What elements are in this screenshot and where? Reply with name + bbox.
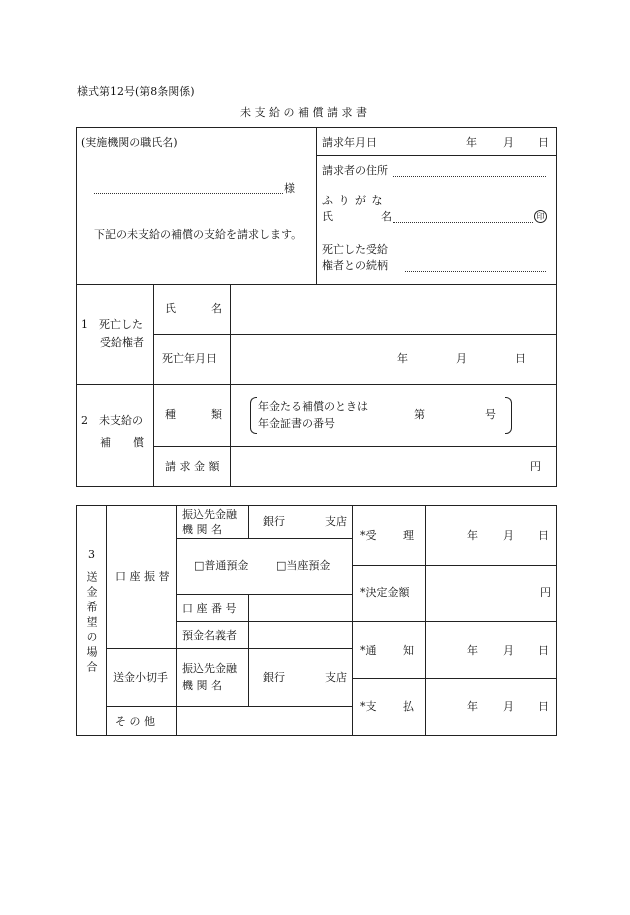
- account-holder-label: 預金名義者: [182, 629, 237, 642]
- account-number-label: 口 座 番 号: [182, 602, 237, 615]
- official-name-field[interactable]: [94, 193, 283, 194]
- bank-label-line1: 振込先金融: [182, 508, 237, 521]
- receipt-year: 年: [467, 529, 478, 542]
- account-transfer-label: 口 座 振 替: [115, 570, 170, 583]
- relation-label-line1: 死亡した受給: [322, 243, 388, 256]
- request-sentence: 下記の未支給の補償の支給を請求します。: [94, 228, 303, 241]
- receipt-day: 日: [538, 529, 549, 542]
- section1-label-line2: 受給権者: [100, 336, 144, 349]
- kind-label-first: 種: [165, 408, 176, 421]
- seal-mark: 印: [534, 210, 547, 223]
- ordinary-deposit-checkbox[interactable]: □普通預金: [194, 559, 249, 572]
- account-holder-field[interactable]: [254, 625, 348, 645]
- claim-amount-yen: 円: [530, 460, 541, 473]
- deceased-name-label-second: 名: [211, 302, 222, 315]
- form-number: 様式第12号(第8条関係): [77, 85, 195, 98]
- branch-suffix: 支店: [325, 515, 347, 528]
- payment-label-first: *支: [360, 700, 377, 713]
- remittance-check-label: 送金小切手: [113, 671, 168, 684]
- deceased-name-field[interactable]: [236, 290, 551, 330]
- branch2-suffix: 支店: [325, 671, 347, 684]
- bank2-label-line1: 振込先金融: [182, 662, 237, 675]
- deceased-name-label-first: 氏: [165, 302, 176, 315]
- sama-label: 様: [284, 182, 295, 195]
- section3-vertical-label: 送金希望の場合: [85, 571, 98, 676]
- bank2-suffix: 銀行: [263, 671, 285, 684]
- receipt-label-first: *受: [360, 529, 377, 542]
- furigana-label: ふ り が な: [322, 194, 384, 207]
- section2-label-line1: 2 未支給の: [81, 414, 143, 427]
- bank2-label-line2: 機 関 名: [182, 679, 222, 692]
- receipt-month: 月: [503, 529, 514, 542]
- decided-amount-yen: 円: [540, 586, 551, 599]
- notice-month: 月: [503, 644, 514, 657]
- address-field[interactable]: [393, 176, 546, 177]
- certificate-dai: 第: [414, 408, 425, 421]
- pension-note-line2: 年金証書の番号: [258, 417, 335, 430]
- death-date-day: 日: [515, 352, 526, 365]
- pension-note-line1: 年金たる補償のときは: [258, 400, 368, 413]
- receipt-label-second: 理: [403, 529, 414, 542]
- death-date-label: 死亡年月日: [162, 352, 217, 365]
- notice-label-first: *通: [360, 644, 377, 657]
- death-date-month: 月: [456, 352, 467, 365]
- section1-label-line1: 1 死亡した: [81, 318, 143, 331]
- name-label-second: 名: [381, 210, 392, 223]
- relation-field[interactable]: [405, 271, 546, 272]
- left-bracket: [250, 397, 257, 434]
- section2-label-line2: 補 償: [100, 436, 144, 449]
- bank-suffix: 銀行: [263, 515, 285, 528]
- right-bracket: [505, 397, 512, 434]
- section3-number: 3: [88, 548, 95, 561]
- payment-day: 日: [538, 700, 549, 713]
- payment-month: 月: [503, 700, 514, 713]
- relation-label-line2: 権者との続柄: [322, 259, 388, 272]
- notice-label-second: 知: [403, 644, 414, 657]
- kind-label-second: 類: [211, 408, 222, 421]
- form-title: 未 支 給 の 補 償 請 求 書: [240, 106, 367, 119]
- notice-year: 年: [467, 644, 478, 657]
- address-label: 請求者の住所: [322, 164, 388, 177]
- request-date-day: 日: [538, 136, 549, 149]
- decided-amount-label: *決定金額: [360, 586, 410, 599]
- request-date-month: 月: [503, 136, 514, 149]
- request-date-label: 請求年月日: [322, 136, 377, 149]
- other-label: そ の 他: [115, 715, 155, 728]
- notice-day: 日: [538, 644, 549, 657]
- account-number-field[interactable]: [254, 598, 348, 618]
- claimant-name-field[interactable]: [393, 222, 533, 223]
- claim-amount-label: 請 求 金 額: [165, 460, 220, 473]
- payment-year: 年: [467, 700, 478, 713]
- payment-label-second: 払: [403, 700, 414, 713]
- certificate-go: 号: [485, 408, 496, 421]
- name-label-first: 氏: [322, 210, 333, 223]
- claim-amount-field[interactable]: [236, 451, 526, 481]
- death-date-year: 年: [397, 352, 408, 365]
- official-label: (実施機関の職氏名): [81, 136, 178, 149]
- current-deposit-checkbox[interactable]: □当座預金: [276, 559, 331, 572]
- bank-label-line2: 機 関 名: [182, 523, 222, 536]
- request-date-year: 年: [466, 136, 477, 149]
